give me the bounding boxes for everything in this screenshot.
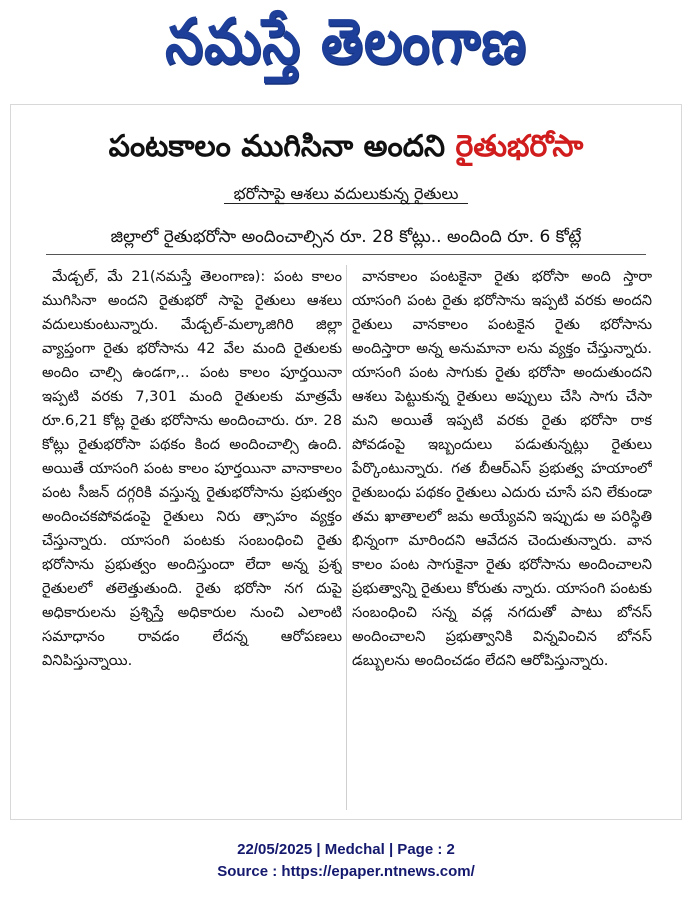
- newspaper-logo: నమస్తే తెలంగాణ: [165, 4, 527, 78]
- subheading-primary-text: భరోసాపై ఆశలు వదులుకున్న రైతులు: [224, 184, 469, 204]
- subheading-secondary: జిల్లాలో రైతుభరోసా అందించాల్సిన రూ. 28 కోట్లు.. అందింది రూ. 6 కోట్లే: [110, 227, 582, 247]
- article-column-right: [352, 265, 652, 811]
- footer-source: Source : https://epaper.ntnews.com/: [217, 863, 475, 880]
- headline-highlight: రైతుభరోసా: [455, 129, 584, 164]
- subheading-underline: [46, 254, 646, 255]
- article-column-left: [42, 265, 342, 811]
- article-paragraph-left: మేడ్చల్, మే 21(నమస్తే తెలంగాణ): పంట కాలం ముగిసినా అందని రైతుభరో సాపై రైతులు ఆశలు వదులుకుంటున్నారు. మేడ్చల్-మల్కాజిగిరి జిల్లా వ్యాప్తంగా రైతు భరోసాను 42 వేల మంది రైతులకు అందిం చాల్సి ఉండగా,.. పంట కాలం పూర్తయినా ఇప్పటి వరకు 7,301 మంది రైతులకు మాత్రమే రూ.6,21 కోట్ల రైతు భరోసాను అందించారు. రూ. 28 కోట్లు రైతుభరోసా పథకం కింద అందించాల్సి ఉంది. అయితే యాసంగి పంట కాలం పూర్తయినా వానాకాలం పంట సీజన్ దగ్గరికి వస్తున్న రైతుభరోసాను ప్రభుత్వం అందించకపోవడంపై రైతులు నిరు త్సాహం వ్యక్తం చేస్తున్నారు. యాసంగి పంటకు సంబంధించి రైతు భరోసాను ప్రభుత్వం అందిస్తుందా లేదా అన్న ప్రశ్న రైతులలో తలెత్తుతుంది. రైతు భరోసా నగ దుపై అధికారులను ప్రశ్నిస్తే అధికారుల నుంచి ఎలాంటి సమాధానం రావడం లేదన్న ఆరోపణలు వినిపిస్తున్నాయి.: [42, 268, 342, 669]
- subheading-primary: [0, 182, 692, 206]
- masthead: [0, 0, 692, 98]
- headline-text: పంటకాలం ముగిసినా అందని: [108, 129, 456, 164]
- article-headline: [0, 118, 692, 176]
- article-paragraph-right: వానకాలం పంటకైనా రైతు భరోసా అంది స్తారా యాసంగి పంట రైతు భరోసాను ఇప్పటి వరకు అందని రైతులు వానకాలం పంటకైన రైతు భరోసాను అందిస్తారా అన్న అనుమానా లను వ్యక్తం చేస్తున్నారు. యాసంగి పంట సాగుకు రైతు భరోసా అందుతుందని ఆశలు పెట్టుకున్న రైతులు అప్పులు చేసి సాగు చేసా మని అయితే ఇప్పటి వరకు రైతు భరోసా రాక పోవడంపై ఇబ్బందులు పడుతున్నట్లు రైతులు పేర్కొంటున్నారు. గత బీఆర్ఎస్ ప్రభుత్వ హయాంలో రైతుబంధు పథకం రైతులు ఎదురు చూసే పని లేకుండా తమ ఖాతాలలో జమ అయ్యేవని ఇప్పుడు అ పరిస్థితి భిన్నంగా మారిందని ఆవేదన చెందుతున్నారు. వాన కాలం పంట సాగుకైనా రైతు భరోసాను అందించాలని ప్రభుత్వాన్ని రైతులు కోరుతు న్నారు. యాసంగి పంటకు సంబంధించి సన్న వడ్ల నగదుతో పాటు బోనస్ అందించాలని ప్రభుత్వానికి విన్నవించిన బోనస్ డబ్బులను అందించడం లేదని ఆరోపిస్తున్నారు.: [352, 268, 652, 669]
- footer-info: 22/05/2025 | Medchal | Page : 2: [237, 841, 455, 858]
- column-divider: [346, 265, 347, 810]
